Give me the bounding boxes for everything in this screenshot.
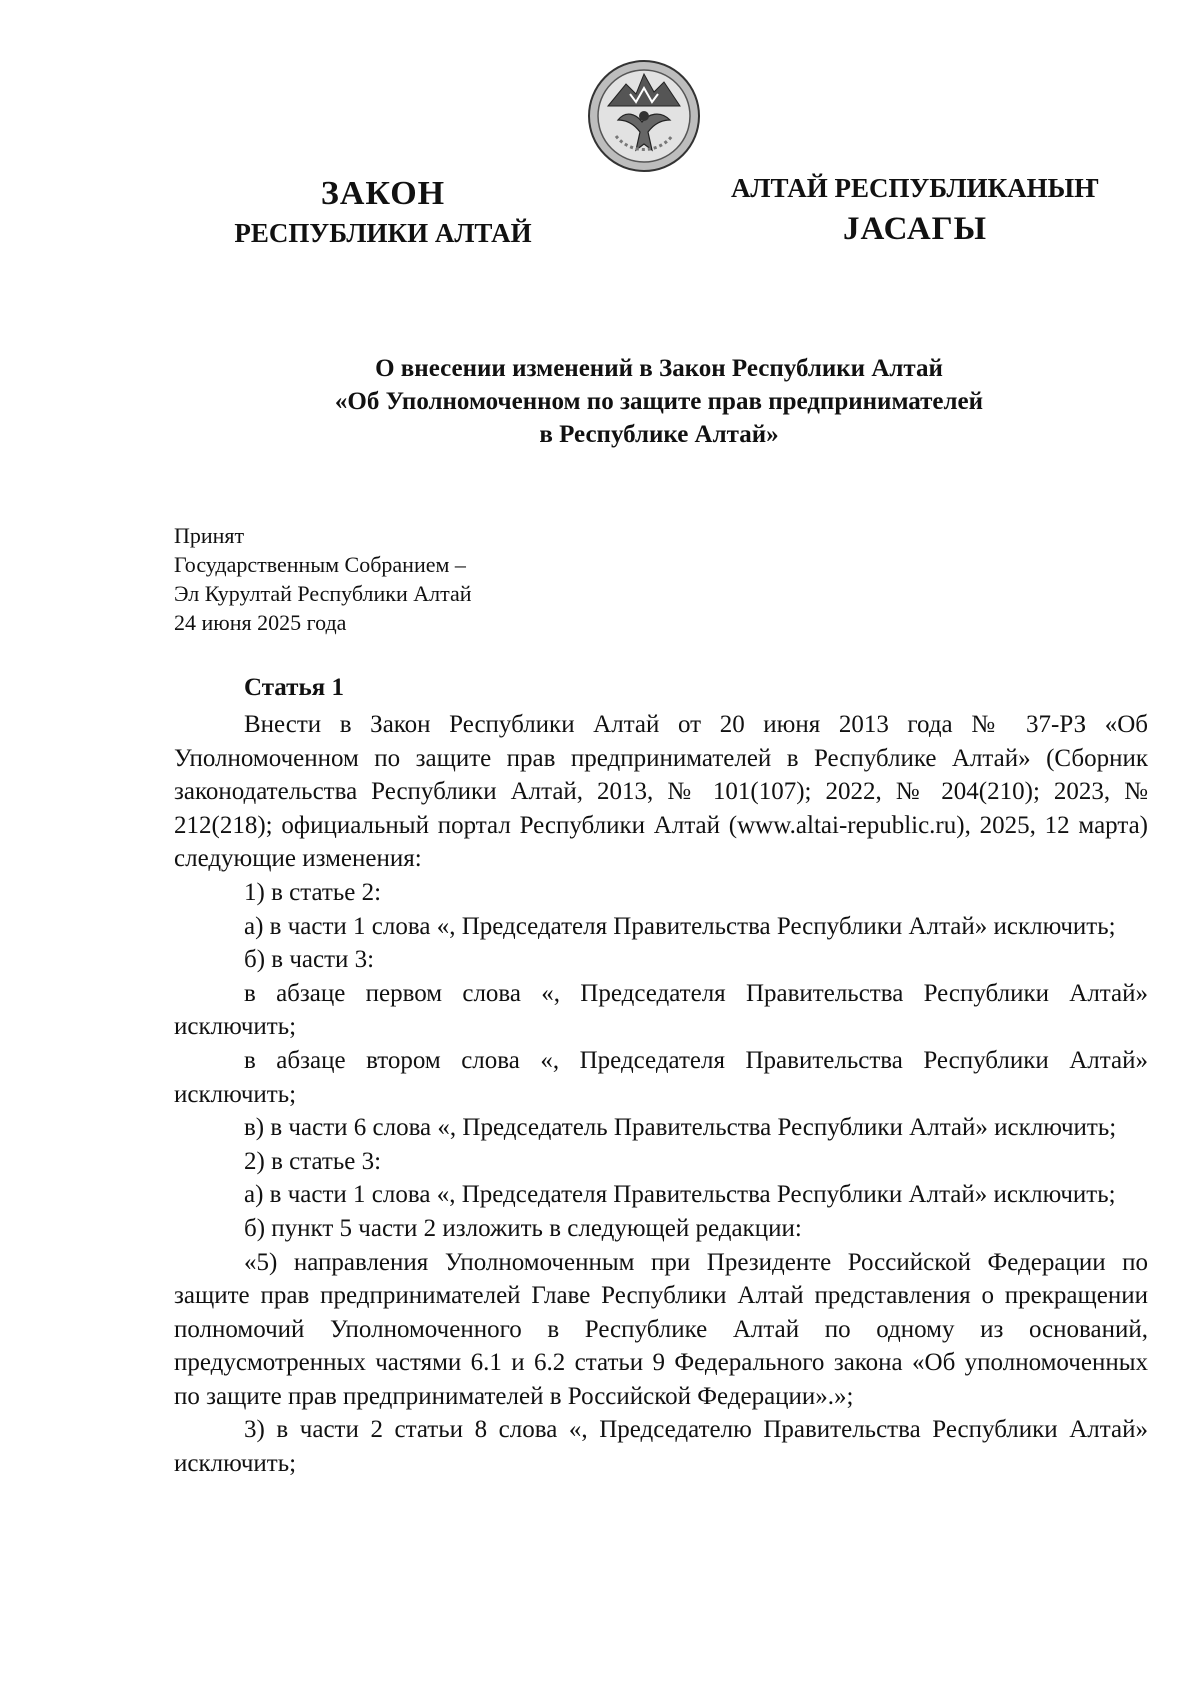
adoption-info: [174, 521, 674, 637]
body-paragraph: а) в части 1 слова «, Председателя Правительства Республики Алтай» исключить;: [244, 1181, 1116, 1209]
article-heading: Статья 1: [244, 674, 344, 701]
body-paragraph: в абзаце втором слова «, Председателя Правительства Республики Алтай» исключить;: [174, 1046, 1148, 1108]
adoption-date: 24 июня 2025 года: [174, 610, 347, 635]
adoption-line: Эл Курултай Республики Алтай: [174, 581, 472, 606]
adoption-line: Принят: [174, 523, 245, 548]
body-paragraph: а) в части 1 слова «, Председателя Правительства Республики Алтай» исключить;: [244, 912, 1116, 940]
adoption-line: Государственным Собранием –: [174, 552, 466, 577]
document-title-line: в Республике Алтай»: [539, 421, 779, 448]
law-title-altai-main: JАСАГЫ: [842, 211, 988, 247]
body-paragraph: Внести в Закон Республики Алтай от 20 июня 2013 года № 37-РЗ «Об Уполномоченном по защите прав предпринимателей в Республике Алтай» (Сборник законодательства Республики Алтай, 2013, № 101(107); 2022, № 204(210); 2023, № 212(218); официальный портал Республики Алтай (www.altai-republic.ru), 2025, 12 марта) следующие изменения:: [174, 711, 1148, 873]
document-title: [200, 352, 1118, 451]
body-paragraph: 2) в статье 3:: [244, 1147, 382, 1175]
body-paragraph: в) в части 6 слова «, Председатель Правительства Республики Алтай» исключить;: [244, 1114, 1117, 1142]
document-title-line: О внесении изменений в Закон Республики Алтай: [375, 355, 943, 382]
body-paragraph: в абзаце первом слова «, Председателя Правительства Республики Алтай» исключить;: [174, 979, 1148, 1041]
law-title-russian: [218, 172, 548, 250]
body-paragraph: «5) направления Уполномоченным при Президенте Российской Федерации по защите прав предпринимателей Главе Республики Алтай представления о прекращении полномочий Уполномоченного в Республике Алтай по одному из оснований, предусмотренных частями 6.1 и 6.2 статьи 9 Федерального закона «Об уполномоченных по защите прав предпринимателей в Российской Федерации».»;: [174, 1248, 1148, 1410]
document-title-line: «Об Уполномоченном по защите прав предпринимателей: [334, 388, 984, 415]
law-title-main: ЗАКОН: [320, 175, 446, 212]
body-paragraph: 1) в статье 2:: [244, 878, 382, 906]
article-body: [174, 708, 1148, 1481]
altai-republic-coat-of-arms-icon: [586, 58, 702, 174]
law-title-altai: [700, 168, 1130, 250]
body-paragraph: б) в части 3:: [244, 946, 375, 974]
body-paragraph: б) пункт 5 части 2 изложить в следующей редакции:: [244, 1214, 802, 1242]
law-title-sub: РЕСПУБЛИКИ АЛТАЙ: [234, 218, 532, 248]
law-title-altai-sub: АЛТАЙ РЕСПУБЛИКАНЫҤ: [730, 173, 1100, 203]
body-paragraph: 3) в части 2 статьи 8 слова «, Председателю Правительства Республики Алтай» исключить;: [174, 1416, 1148, 1478]
